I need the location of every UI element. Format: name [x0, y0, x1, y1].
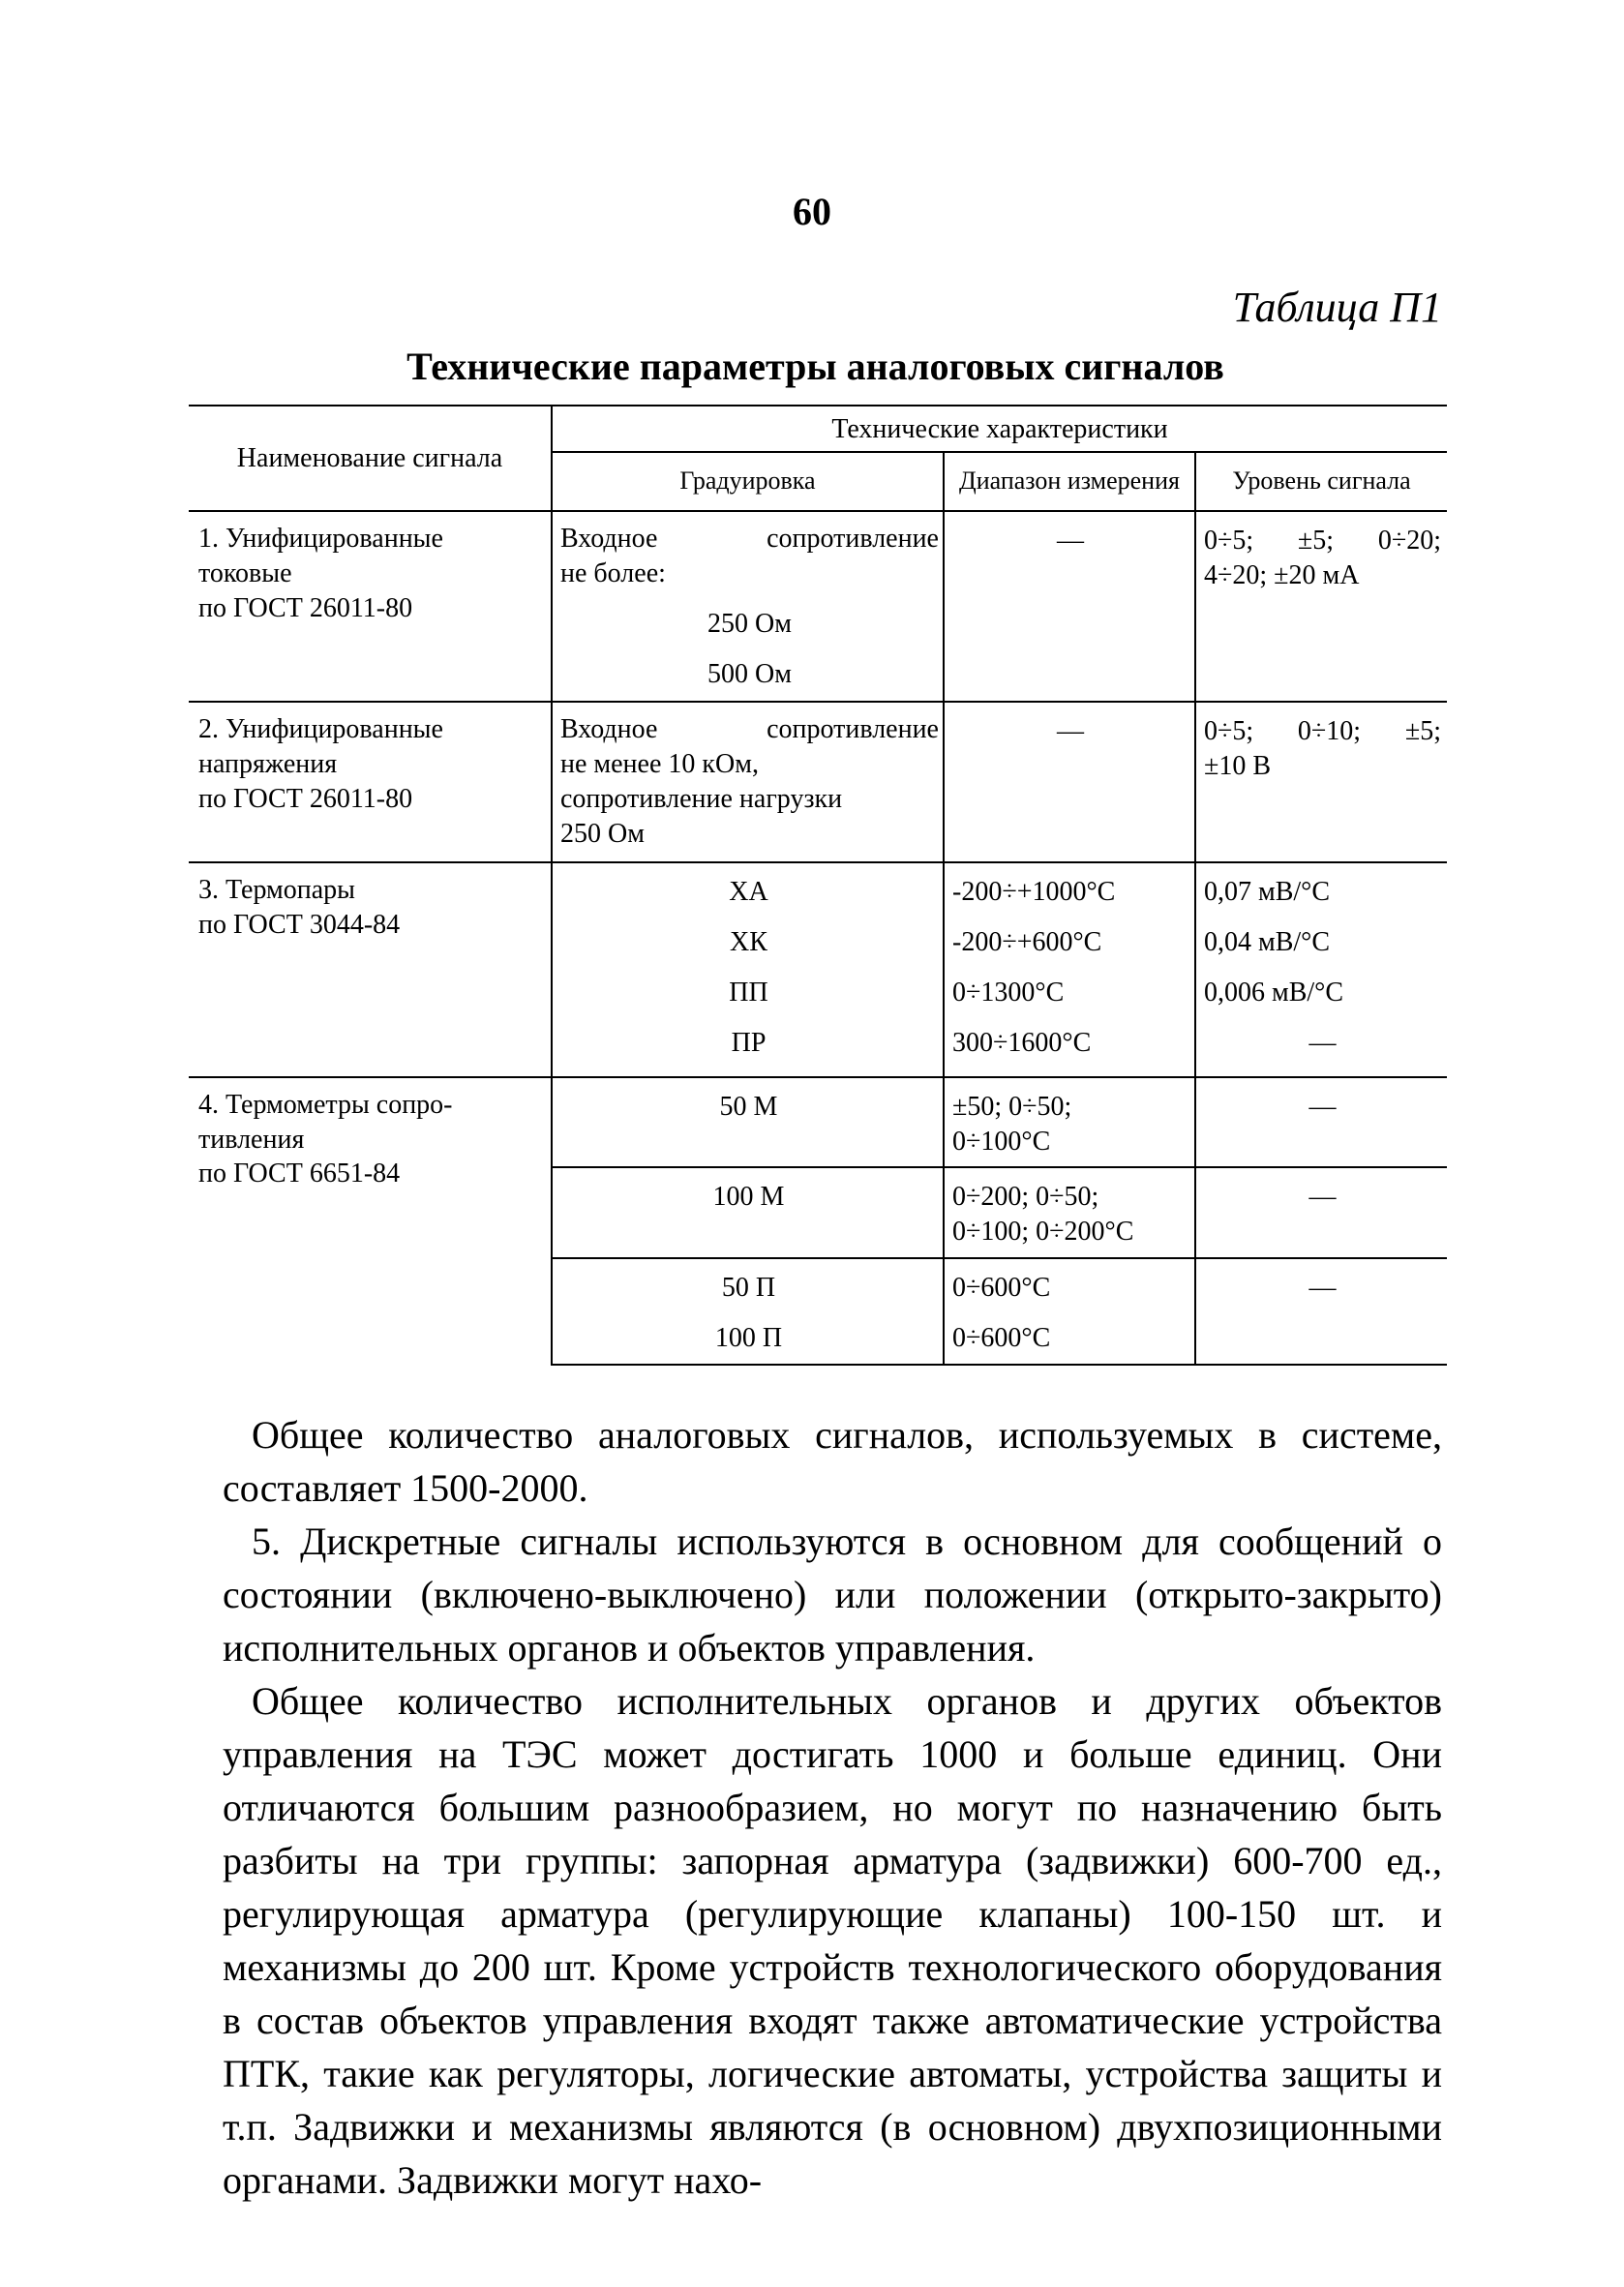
level-cell: 0÷5; ±5; 0÷20; 4÷20; ±20 мА [1195, 511, 1447, 702]
level-cell: 0,07 мВ/°С 0,04 мВ/°С 0,006 мВ/°С — [1195, 862, 1447, 1077]
signal-name-cell: 4. Термометры сопро- тивления по ГОСТ 6651-84 [189, 1077, 552, 1365]
header-grad: Градуировка [552, 452, 944, 511]
table-row [189, 1077, 1447, 1168]
range-cell: 0÷600°С 0÷600°С [944, 1258, 1195, 1365]
grad-cell: Входное сопротивление не менее 10 кОм, сопротивление нагрузки 250 Ом [552, 702, 944, 861]
table-label: Таблица П1 [1232, 284, 1442, 331]
table-row [189, 511, 1447, 702]
body-text [223, 1408, 1442, 2207]
level-cell: 0÷5; 0÷10; ±5; ±10 В [1195, 702, 1447, 861]
signal-name-cell: 3. Термопары по ГОСТ 3044-84 [189, 862, 552, 1077]
header-tech: Технические характеристики [552, 406, 1447, 452]
signal-name-cell: 2. Унифицированные напряжения по ГОСТ 26011-80 [189, 702, 552, 861]
level-cell: — [1195, 1167, 1447, 1258]
level-cell: — [1195, 1258, 1447, 1365]
header-level: Уровень сигнала [1195, 452, 1447, 511]
header-range: Диапазон измерения [944, 452, 1195, 511]
header-name: Наименование сигнала [189, 406, 552, 511]
range-cell: — [944, 511, 1195, 702]
table-title: Технические параметры аналоговых сигналов [406, 345, 1224, 388]
range-cell: 0÷200; 0÷50; 0÷100; 0÷200°С [944, 1167, 1195, 1258]
page-number: 60 [793, 190, 831, 233]
paragraph: 5. Дискретные сигналы используются в основном для сообщений о состоянии (включено-выключено) или положении (открыто-закрыто) исполнительных органов и объектов управления. [223, 1520, 1442, 1670]
range-cell: — [944, 702, 1195, 861]
range-cell: ±50; 0÷50; 0÷100°С [944, 1077, 1195, 1168]
table-row [189, 862, 1447, 1077]
grad-cell: 50 П 100 П [552, 1258, 944, 1365]
paragraph: Общее количество исполнительных органов и других объектов управления на ТЭС может достигать 1000 и больше единиц. Они отличаются большим разнообразием, но могут по назначению быть разбиты на три группы: запорная арматура (задвижки) 600-700 ед., регулирующая арматура (регулирующие клапаны) 100-150 шт. и механизмы до 200 шт. Кроме устройств технологического оборудования в состав объектов управления входят также автоматические устройства ПТК, такие как регуляторы, логические автоматы, устройства защиты и т.п. Задвижки и механизмы являются (в основном) двухпозиционными органами. Задвижки могут нахо- [223, 1679, 1442, 2202]
level-cell: — [1195, 1077, 1447, 1168]
grad-cell: ХА ХК ПП ПР [552, 862, 944, 1077]
signals-table [189, 405, 1447, 1366]
table-row [189, 702, 1447, 861]
signal-name-cell: 1. Унифицированные токовые по ГОСТ 26011-80 [189, 511, 552, 702]
grad-cell: 50 М [552, 1077, 944, 1168]
paragraph: Общее количество аналоговых сигналов, используемых в системе, составляет 1500-2000. [223, 1413, 1442, 1510]
grad-cell: 100 М [552, 1167, 944, 1258]
grad-cell: Входное сопротивление не более: 250 Ом 500 Ом [552, 511, 944, 702]
range-cell: -200÷+1000°С -200÷+600°С 0÷1300°С 300÷1600°С [944, 862, 1195, 1077]
